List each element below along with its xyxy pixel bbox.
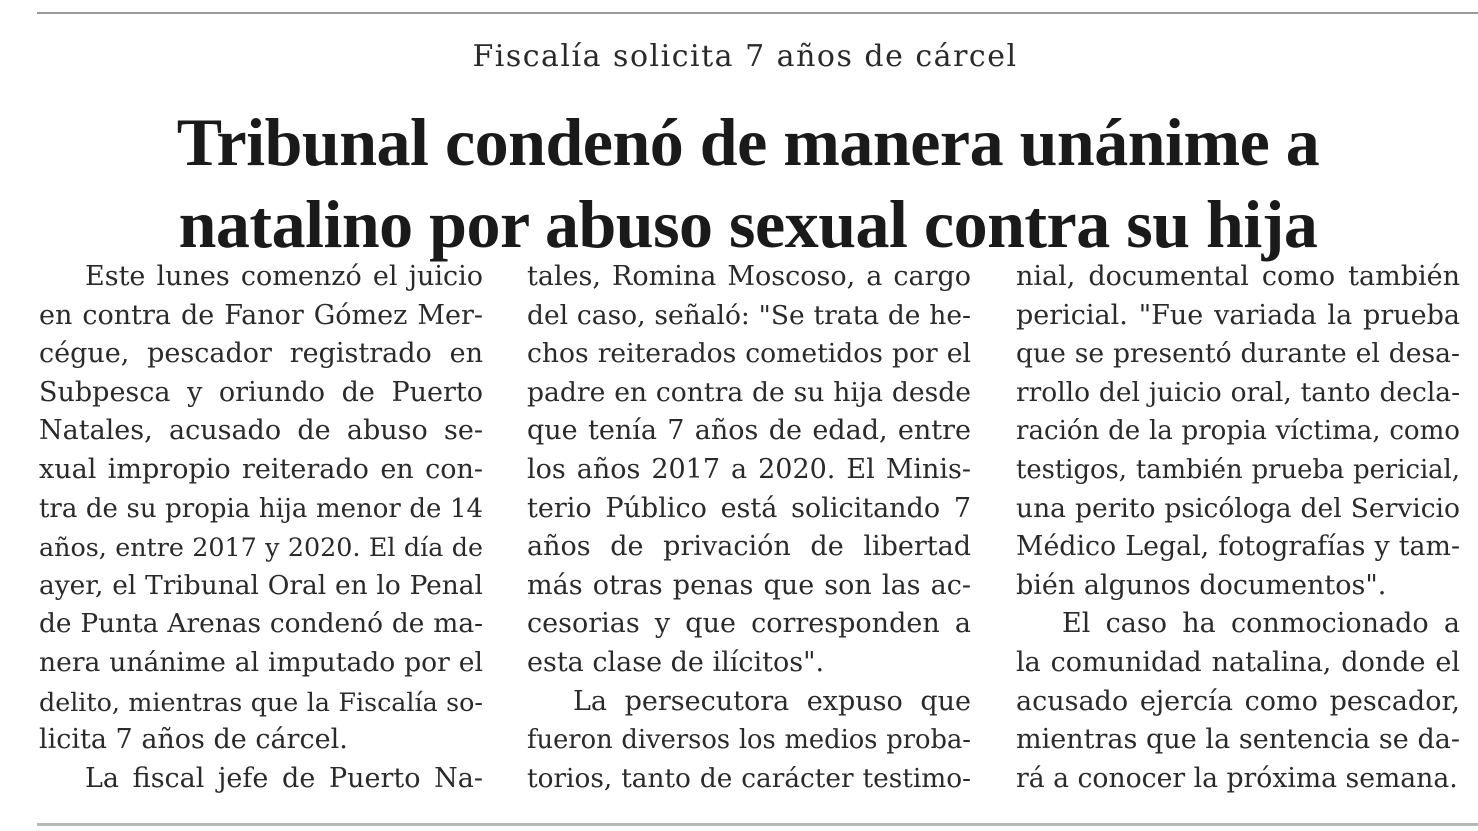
body-line: pericial. "Fue variada la prueba	[1016, 299, 1460, 331]
bottom-rule	[37, 823, 1478, 826]
body-line: chos reiterados cometidos por el	[527, 338, 971, 370]
body-line: Subpesca y oriundo de Puerto	[39, 376, 483, 408]
body-line: nera unánime al imputado por el	[39, 646, 483, 678]
body-line: bién algunos documentos".	[1016, 569, 1387, 601]
body-line: licita 7 años de cárcel.	[39, 724, 348, 756]
article-kicker: Fiscalía solicita 7 años de cárcel	[472, 39, 1018, 74]
body-line: ración de la propia víctima, como	[1016, 416, 1460, 447]
body-line: xual impropio reiterado en con-	[39, 453, 483, 485]
body-line: una perito psicóloga del Servicio	[1016, 492, 1460, 524]
body-line: rá a conocer la próxima semana.	[1016, 762, 1458, 794]
body-line: fueron diversos los medios proba-	[527, 725, 971, 756]
body-line: que tenía 7 años de edad, entre	[527, 415, 971, 447]
body-line: de Punta Arenas condenó de ma-	[39, 608, 483, 640]
body-line: nial, documental como también	[1016, 261, 1460, 292]
body-line: ayer, el Tribunal Oral en lo Penal	[39, 569, 483, 601]
body-line: delito, mientras que la Fiscalía so-	[39, 686, 483, 717]
article-column-1	[39, 258, 483, 798]
body-line: años de privación de libertad	[527, 531, 971, 563]
body-line: acusado ejercía como pescador,	[1016, 685, 1460, 717]
body-line: Natales, acusado de abuso se-	[39, 415, 483, 447]
body-line: en contra de Fanor Gómez Mer-	[39, 299, 483, 331]
body-line: terio Público está solicitando 7	[527, 492, 971, 524]
body-line: rrollo del juicio oral, tanto decla-	[1016, 376, 1460, 408]
body-line: El caso ha conmocionado a	[1062, 608, 1460, 640]
body-line: los años 2017 a 2020. El Minis-	[527, 453, 971, 485]
body-line: esta clase de ilícitos".	[527, 646, 825, 678]
body-line: La fiscal jefe de Puerto Na-	[85, 762, 483, 794]
body-line: testigos, también prueba pericial,	[1016, 454, 1460, 485]
article-headline	[0, 101, 1478, 265]
body-line: Este lunes comenzó el juicio	[85, 261, 483, 292]
body-line: La persecutora expuso que	[573, 685, 971, 717]
body-line: padre en contra de su hija desde	[527, 376, 971, 408]
body-line: tra de su propia hija menor de 14	[39, 493, 483, 524]
body-line: cégue, pescador registrado en	[39, 338, 483, 370]
body-line: del caso, señaló: "Se trata de he-	[527, 299, 971, 331]
body-line: mientras que la sentencia se da-	[1016, 724, 1460, 756]
body-line: más otras penas que son las ac-	[527, 569, 971, 601]
body-line: cesorias y que corresponden a	[527, 608, 971, 640]
article-column-3	[1016, 258, 1460, 798]
body-line: tales, Romina Moscoso, a cargo	[527, 261, 971, 292]
body-line: la comunidad natalina, donde el	[1016, 646, 1460, 678]
body-line: que se presentó durante el desa-	[1016, 338, 1460, 370]
top-rule	[37, 12, 1478, 14]
headline-line: Tribunal condenó de manera unánime a	[176, 104, 1320, 180]
headline-line: natalino por abuso sexual contra su hija	[178, 186, 1318, 262]
body-line: Médico Legal, fotografías y tam-	[1016, 531, 1460, 563]
body-line: torios, tanto de carácter testimo-	[527, 763, 971, 794]
body-line: años, entre 2017 y 2020. El día de	[39, 532, 483, 563]
article-column-2	[527, 258, 971, 798]
